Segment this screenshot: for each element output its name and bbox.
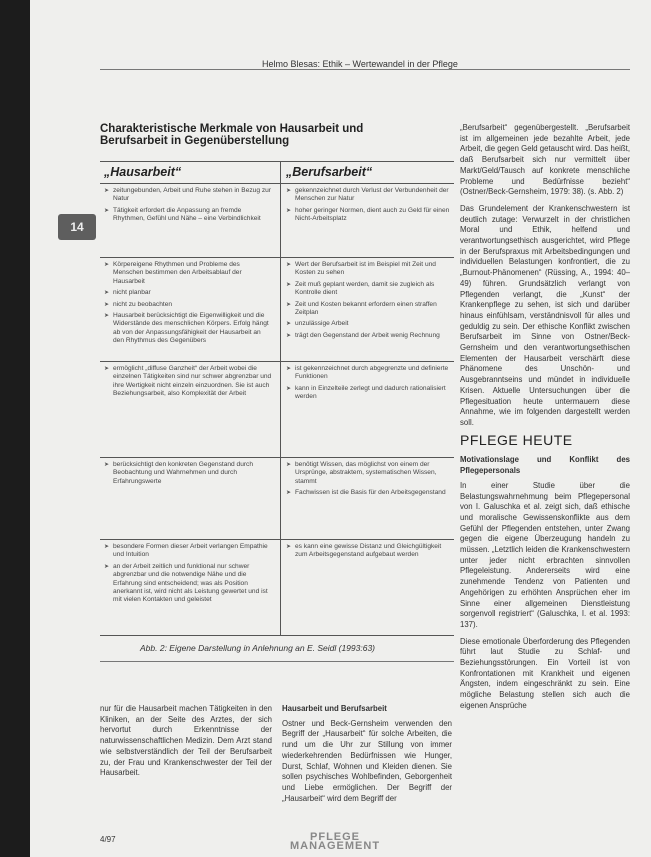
table-rule <box>100 539 454 540</box>
list-item: ➤ es kann eine gewisse Distanz und Gleichgültigkeit zum Arbeitsgegenstand aufgebaut werden <box>286 543 450 560</box>
bottom-middle-column <box>282 704 452 829</box>
table-rule-head <box>100 183 454 184</box>
cell-left-row4 <box>104 461 272 537</box>
cell-left-row3 <box>104 365 272 455</box>
list-item: ➤ gekennzeichnet durch Verlust der Verbundenheit der Menschen zur Natur <box>286 187 450 204</box>
list-item: ➤ berücksichtigt den konkreten Gegenstand durch Beobachtung und Wahrnehmen und durch Erfahrungswerte <box>104 461 272 486</box>
table-rule-bottom <box>100 635 454 636</box>
cell-left-row1 <box>104 187 272 255</box>
magazine-logo <box>290 833 380 851</box>
list-item: ➤ trägt den Gegenstand der Arbeit wenig Rechnung <box>286 332 450 340</box>
list-item: ➤ ermöglicht „diffuse Ganzheit“ der Arbeit wobei die einzelnen Tätigkeiten sind nur schwer abgrenzbar und ihre Wertigkeit nicht einzeln einzuordnen. Sie ist auch Beziehungsarbeit, also Komplexität der Arbeit <box>104 365 272 399</box>
subheading: Hausarbeit und Berufsarbeit <box>282 704 387 713</box>
subheading: Motivationslage und Konflikt des Pflegepersonals <box>460 455 630 476</box>
list-item: ➤ an der Arbeit zeitlich und funktional nur schwer abgrenzbar und die notwendige Nähe und die Erfahrung sind entscheidend; was als Position anerkannt ist, wird nicht als Leistung gewertet und ist mit vielen Kontakten und geleistet <box>104 563 272 605</box>
list-item: ➤ benötigt Wissen, das möglichst von einem der Ursprünge, abstraktem, systematischen Wissen, stammt <box>286 461 450 486</box>
figure-title: Charakteristische Merkmale von Hausarbeit und Berufsarbeit in Gegenüberstellung <box>100 123 364 147</box>
paragraph: Diese emotionale Überforderung des Pflegenden führt laut Studie zu Schlaf- und Beziehungsstörungen. Ein Vorteil ist von Konfrontationen mit Krankheit und eigenen Ängsten, indem eingeschränkt zu sein. Eine mögliche Belastung stellen sich auch die eigenen Ansprüche <box>460 636 630 710</box>
list-item: ➤ Körpereigene Rhythmen und Probleme des Menschen bestimmen den Arbeitsablauf der Hausarbeit <box>104 261 272 286</box>
table-rule <box>100 257 454 258</box>
caption-rule <box>100 661 454 662</box>
header-rule <box>100 69 630 70</box>
paragraph: In einer Studie über die Belastungswahrnehmung beim Pflegepersonal von I. Galuschka et al. zeigt sich, daß ethische und moralische Gewissenskonflikte aus dem Gefühl der Pflegenden entstehen, unter Zwang gegen die eigene Überzeugung handeln zu müssen. „Letztlich leiden die Krankenschwestern unter jeder nicht erbrachten sinnvollen Pflegeleistung. Andererseits wird eine zunehmende Tendenz von Patienten und Angehörigen zu erhöhten Ansprüchen eher im Sinne einer allgemeinen Dienstleistung sorgenvoll registriert“ (Galuschka, I. et al. 1993: 137). <box>460 480 630 629</box>
column-head-hausarbeit: „Hausarbeit“ <box>104 165 182 179</box>
list-item: ➤ Fachwissen ist die Basis für den Arbeitsgegenstand <box>286 489 450 497</box>
paragraph: Ostner und Beck-Gernsheim verwenden den Begriff der „Hausarbeit“ für solche Arbeiten, die rund um die Uhr zur Stillung von immer wiederkehrenden Bedürfnissen wie Hunger, Durst, Schlaf, Wohnen und Kleiden dienen. Sie sollen psychisches Wohlbefinden, Geborgenheit und Liebe ermöglichen. Der Begriff der „Hausarbeit“ wird dem Begriff der <box>282 718 452 803</box>
paragraph: „Berufsarbeit“ gegenübergestellt. „Berufsarbeit ist im allgemeinen jede bezahlte Arbeit, jede Arbeit, die gegen Geld getauscht wird. Das heißt, daß Berufsarbeit sich nur vermittelt über Markt/Geld/Tausch auf konkrete menschliche Probleme und Bedürfnisse bezieht“ (Ostner/Beck-Gernsheim, 1979: 38). (s. Abb. 2) <box>460 123 630 197</box>
logo-line-bottom: MANAGEMENT <box>290 840 381 852</box>
right-column <box>460 123 630 828</box>
cell-left-row5 <box>104 543 272 633</box>
section-title: PFLEGE HEUTE <box>460 431 573 448</box>
list-item: ➤ Wert der Berufsarbeit ist im Beispiel mit Zeit und Kosten zu sehen <box>286 261 450 278</box>
list-item: ➤ nicht zu beobachten <box>104 301 272 309</box>
list-item: ➤ zeitungebunden, Arbeit und Ruhe stehen in Bezug zur Natur <box>104 187 272 204</box>
paragraph: nur für die Hausarbeit machen Tätigkeiten in den Kliniken, an der Seite des Arztes, der sich hervortut durch Erkenntnisse der naturwissenschaftlichen Medizin. Dem Arzt stand wie selbstverständlich der Teil der Berufsarbeit zu, der Frau und Krankenschwester der Teil der Hausarbeit. <box>100 704 272 778</box>
page-number: 4/97 <box>100 835 116 844</box>
logo-line-top: PFLEGE <box>310 831 361 843</box>
cell-right-row2 <box>286 261 450 359</box>
cell-right-row1 <box>286 187 450 255</box>
page-tab: 14 <box>58 214 96 240</box>
list-item: ➤ nicht planbar <box>104 289 272 297</box>
column-head-berufsarbeit: „Berufsarbeit“ <box>286 165 373 179</box>
list-item: ➤ kann in Einzelteile zerlegt und dadurch rationalisiert werden <box>286 385 450 402</box>
list-item: ➤ ist gekennzeichnet durch abgegrenzte und definierte Funktionen <box>286 365 450 382</box>
list-item: ➤ Zeit und Kosten bekannt erfordern einen straffen Zeitplan <box>286 301 450 318</box>
cell-right-row5 <box>286 543 450 633</box>
table-divider <box>280 161 281 635</box>
figure-caption: Abb. 2: Eigene Darstellung in Anlehnung an E. Seidl (1993:63) <box>140 643 376 653</box>
cell-right-row3 <box>286 365 450 455</box>
cell-left-row2 <box>104 261 272 359</box>
list-item: ➤ Tätigkeit erfordert die Anpassung an fremde Rhythmen, Gefühl und Nähe – eine Verbindlichkeit <box>104 207 272 224</box>
list-item: ➤ Hausarbeit berücksichtigt die Eigenwilligkeit und die Widerstände des menschlichen Körpers. Erfolg hängt ab von der Anpassungsfähigkeit der Hausarbeit an den Rhythmus des Gegenübers <box>104 312 272 346</box>
comparison-table <box>100 161 454 635</box>
table-rule <box>100 457 454 458</box>
bottom-left-column <box>100 704 272 804</box>
paragraph: Das Grundelement der Krankenschwestern ist deutlich zutage: Verwurzelt in der christlichen Moral und Ethik, helfend und verantwortungsethisch ausgerichtet, wird Pflege in der Berufspraxus mit Arbeitsbedingungen und individuellen Belastungen konfrontiert, die zu „Burnout-Phänomenen“ (Rüssing, A., 1994: 40–49) führen. Grundsätzlich verlangt von Pflegenden verlangt, die „Kunst“ der Krankenpflege zu sehen, ist sich und darüber hinaus einfühlsam, verständnisvoll für alles und geduldig zu sein. Der ethische Konflikt zwischen Berufsarbeit im Sinne von Ostner/Beck-Gernsheim und den verantwortungsethischen Elementen der Hausarbeit verschärft diese Phänomene des Unschön- und Ausgebranntseins und mündet in individuelle Krisen. Aktuelle Untersuchungen über die Pflegesituation heute untermauern diese Annahme, wie im folgenden dargestellt werden soll. <box>460 203 630 427</box>
list-item: ➤ besondere Formen dieser Arbeit verlangen Empathie und Intuition <box>104 543 272 560</box>
cell-right-row4 <box>286 461 450 537</box>
table-rule-top <box>100 161 454 162</box>
list-item: ➤ hoher geringer Normen, dient auch zu Geld für einen Nicht-Arbeitsplatz <box>286 207 450 224</box>
list-item: ➤ Zeit muß geplant werden, damit sie zugleich als Kontrolle dient <box>286 281 450 298</box>
list-item: ➤ unzulässige Arbeit <box>286 320 450 328</box>
running-head: Helmo Blesas: Ethik – Wertewandel in der Pflege <box>262 59 458 69</box>
table-rule <box>100 361 454 362</box>
